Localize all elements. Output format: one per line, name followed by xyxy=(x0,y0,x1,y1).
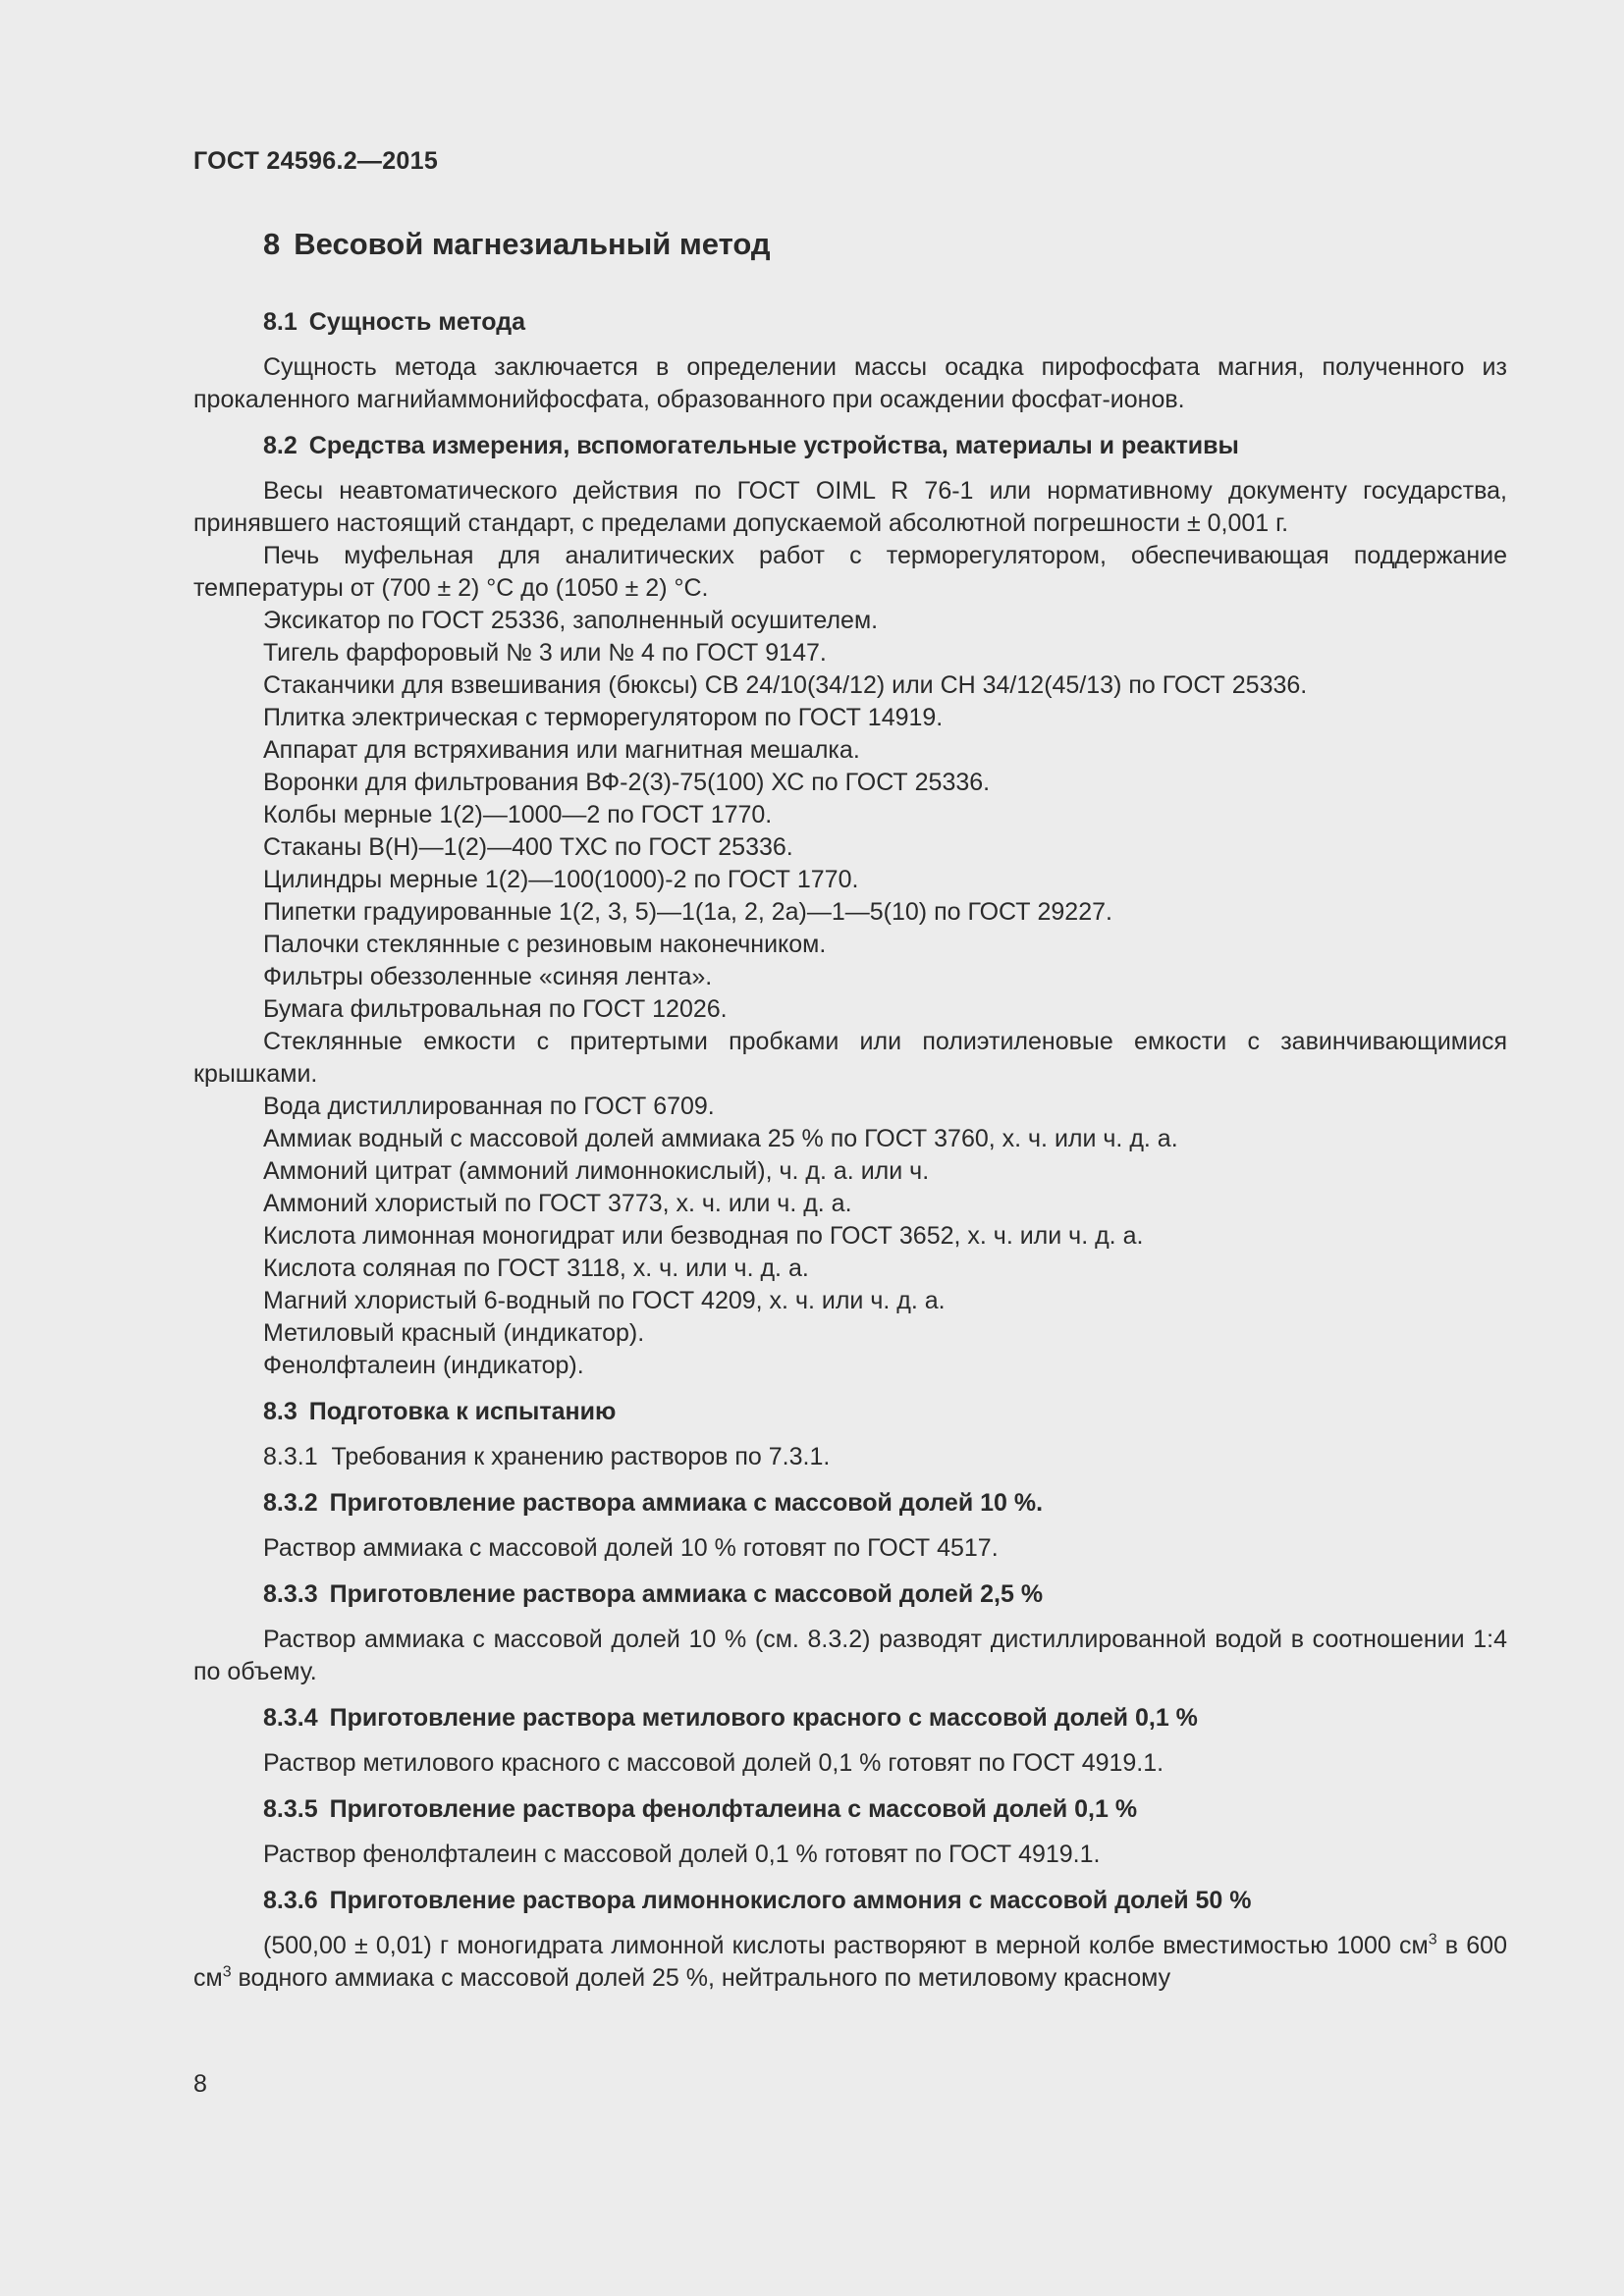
clause-heading-8-3-5 xyxy=(193,1793,1507,1826)
clause-heading-8-3-3 xyxy=(193,1578,1507,1611)
superscript: 3 xyxy=(1428,1931,1437,1949)
clause-number: 8.3.3 xyxy=(263,1580,318,1608)
list-item: Плитка электрическая с терморегулятором по ГОСТ 14919. xyxy=(263,704,944,731)
list-item: Бумага фильтровальная по ГОСТ 12026. xyxy=(263,995,728,1023)
page-number: 8 xyxy=(193,2070,207,2098)
paragraph-scales: Весы неавтоматического действия по ГОСТ OIML R 76-1 или нормативному документу государства, принявшего настоящий стандарт, с пределами допускаемой абсолютной погрешности ± 0,001 г. xyxy=(193,477,1507,537)
text-run: (500,00 ± 0,01) г моногидрата лимонной кислоты растворяют в мерной колбе вместимостью 1000 см xyxy=(263,1932,1429,1959)
clause-title: Приготовление раствора фенолфталеина с массовой долей 0,1 % xyxy=(329,1795,1138,1823)
subsection-number: 8.2 xyxy=(263,432,298,459)
clause-number: 8.3.5 xyxy=(263,1795,318,1823)
list-item: Тигель фарфоровый № 3 или № 4 по ГОСТ 9147. xyxy=(263,639,827,667)
list-item: Метиловый красный (индикатор). xyxy=(263,1319,645,1347)
clause-title: Приготовление раствора аммиака с массовой долей 2,5 % xyxy=(329,1580,1044,1608)
section-title: Весовой магнезиальный метод xyxy=(294,227,771,261)
paragraph-8-3-2: Раствор аммиака с массовой долей 10 % готовят по ГОСТ 4517. xyxy=(263,1534,999,1562)
list-item: Эксикатор по ГОСТ 25336, заполненный осушителем. xyxy=(263,607,879,634)
list-item: Вода дистиллированная по ГОСТ 6709. xyxy=(263,1093,715,1120)
clause-number: 8.3.4 xyxy=(263,1704,318,1732)
subsection-title: Сущность метода xyxy=(308,308,526,336)
list-item: Пипетки градуированные 1(2, 3, 5)—1(1а, 2, 2а)—1—5(10) по ГОСТ 29227. xyxy=(263,898,1112,926)
reagent-list xyxy=(193,1091,1507,1382)
subsection-title: Подготовка к испытанию xyxy=(308,1398,617,1425)
paragraph-containers: Стеклянные емкости с притертыми пробками или полиэтиленовые емкости с завинчивающимися крышками. xyxy=(193,1028,1507,1088)
document-id: ГОСТ 24596.2—2015 xyxy=(193,147,439,175)
clause-heading-8-3-4 xyxy=(193,1702,1507,1735)
superscript: 3 xyxy=(222,1963,232,1981)
clause-title: Приготовление раствора лимоннокислого аммония с массовой долей 50 % xyxy=(329,1887,1252,1914)
paragraph-furnace: Печь муфельная для аналитических работ с терморегулятором, обеспечивающая поддержание температуры от (700 ± 2) °С до (1050 ± 2) °С. xyxy=(193,542,1507,602)
subsection-heading-8-1 xyxy=(193,306,1507,339)
subsection-heading-8-3 xyxy=(193,1396,1507,1428)
subsection-heading-8-2 xyxy=(193,430,1507,462)
paragraph-8-3-4: Раствор метилового красного с массовой долей 0,1 % готовят по ГОСТ 4919.1. xyxy=(263,1749,1164,1777)
paragraph-8-3-5: Раствор фенолфталеин с массовой долей 0,1 % готовят по ГОСТ 4919.1. xyxy=(263,1841,1101,1868)
clause-heading-8-3-2 xyxy=(193,1487,1507,1520)
text-run: в 600 см xyxy=(193,1932,1507,1992)
list-item: Аппарат для встряхивания или магнитная мешалка. xyxy=(263,736,860,764)
paragraph-8-1: Сущность метода заключается в определении массы осадка пирофосфата магния, полученного из прокаленного магнийаммонийфосфата, образованного при осаждении фосфат-ионов. xyxy=(193,353,1507,413)
list-item: Аммоний цитрат (аммоний лимоннокислый), ч. д. а. или ч. xyxy=(263,1157,930,1185)
page-content xyxy=(193,222,1507,1995)
list-item: Стаканчики для взвешивания (бюксы) СВ 24/10(34/12) или СН 34/12(45/13) по ГОСТ 25336. xyxy=(263,671,1308,699)
list-item: Фильтры обеззоленные «синяя лента». xyxy=(263,963,713,990)
list-item: Колбы мерные 1(2)—1000—2 по ГОСТ 1770. xyxy=(263,801,773,828)
clause-number: 8.3.6 xyxy=(263,1887,318,1914)
subsection-title: Средства измерения, вспомогательные устройства, материалы и реактивы xyxy=(308,432,1239,459)
section-number: 8 xyxy=(263,227,281,261)
text-run: водного аммиака с массовой долей 25 %, нейтрального по метиловому красному xyxy=(231,1964,1171,1992)
clause-number: 8.3.1 xyxy=(263,1443,318,1470)
list-item: Цилиндры мерные 1(2)—100(1000)-2 по ГОСТ 1770. xyxy=(263,866,859,893)
list-item: Воронки для фильтрования ВФ-2(3)-75(100) ХС по ГОСТ 25336. xyxy=(263,769,991,796)
clause-title: Приготовление раствора метилового красного с массовой долей 0,1 % xyxy=(329,1704,1198,1732)
equipment-list xyxy=(193,605,1507,1026)
list-item: Аммиак водный с массовой долей аммиака 25 % по ГОСТ 3760, х. ч. или ч. д. а. xyxy=(263,1125,1178,1152)
list-item: Кислота лимонная моногидрат или безводная по ГОСТ 3652, х. ч. или ч. д. а. xyxy=(263,1222,1144,1250)
paragraph-8-3-3: Раствор аммиака с массовой долей 10 % (см. 8.3.2) разводят дистиллированной водой в соотношении 1:4 по объему. xyxy=(193,1626,1507,1685)
clause-text: Требования к хранению растворов по 7.3.1. xyxy=(331,1443,831,1470)
list-item: Стаканы В(Н)—1(2)—400 ТХС по ГОСТ 25336. xyxy=(263,833,793,861)
list-item: Аммоний хлористый по ГОСТ 3773, х. ч. или ч. д. а. xyxy=(263,1190,852,1217)
paragraph-8-3-6 xyxy=(193,1930,1507,1995)
paragraph-8-3-1 xyxy=(193,1441,1507,1473)
list-item: Кислота соляная по ГОСТ 3118, х. ч. или ч. д. а. xyxy=(263,1255,809,1282)
subsection-number: 8.3 xyxy=(263,1398,298,1425)
subsection-number: 8.1 xyxy=(263,308,298,336)
list-item: Фенолфталеин (индикатор). xyxy=(263,1352,584,1379)
clause-number: 8.3.2 xyxy=(263,1489,318,1517)
list-item: Палочки стеклянные с резиновым наконечником. xyxy=(263,931,827,958)
section-heading xyxy=(193,222,1507,267)
clause-heading-8-3-6 xyxy=(193,1885,1507,1917)
clause-title: Приготовление раствора аммиака с массовой долей 10 %. xyxy=(329,1489,1044,1517)
list-item: Магний хлористый 6-водный по ГОСТ 4209, х. ч. или ч. д. а. xyxy=(263,1287,946,1314)
